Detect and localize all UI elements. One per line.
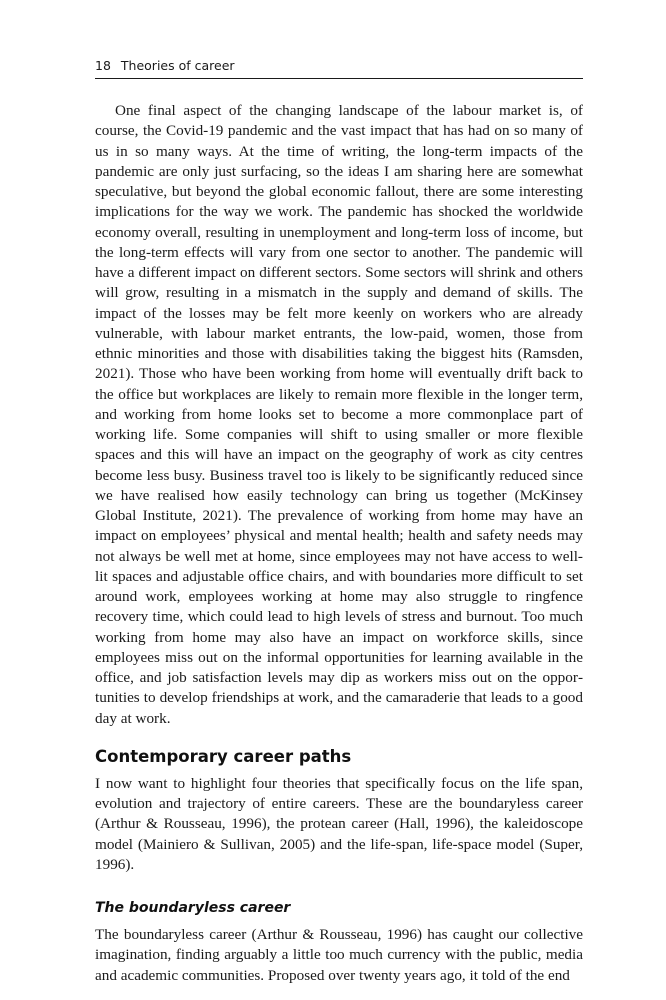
- subsection-heading: The boundaryless career: [95, 900, 291, 916]
- running-head: [95, 58, 583, 79]
- book-page: [95, 58, 583, 986]
- page-number: 18: [95, 58, 111, 73]
- paragraph-covid-impact: One final aspect of the changing landscape of the labour market is, of course, the Covid-19 pandemic and the vast impact that has had on so many of us in so many ways. At the time of writing, the long-term impacts of the pandemic are only just surfacing, so the ideas I am sharing here are somewhat speculative, but beyond the global economic fallout, there are some interesting implications for the way we work. The pandemic has shocked the worldwide economy overall, resulting in unemployment and long-term loss of income, but the long-term effects will vary from one sector to another. The pandemic will have a different impact on different sectors. Some sectors will shrink and others will grow, resulting in a mismatch in the supply and demand of skills. The impact of the losses may be felt more keenly on workers who are already vulnerable, with labour market entrants, the low-paid, women, those from ethnic minorities and those with disabilities taking the biggest hits (Ramsden, 2021). Those who have been working from home will eventually drift back to the office but workplaces are likely to remain more flexible in the longer term, and working from home looks set to become a more commonplace part of working life. Some companies will shift to using smaller or more flexible spaces and this will have an impact on the geography of work as city centres become less busy. Business travel too is likely to be significantly reduced since we have realised how easily technology can bring us together (McKinsey Global Institute, 2021). The prevalence of working from home may have an impact on employees’ physical and mental health; health and safety needs may not always be well met at home, since employees may not have access to well-lit spaces and adjustable office chairs, and with boundaries more difficult to set around work, employees working at home may also struggle to ringfence recovery time, which could lead to high levels of stress and burnout. Too much working from home may also have an impact on workforce skills, since employees miss out on the informal opportunities for learning available in the office, and job satisfaction levels may dip as workers miss out on the opportunities to develop friendships at work, and the camaraderie that leads to a good day at work.: [95, 102, 583, 727]
- running-head-title: Theories of career: [120, 58, 235, 73]
- paragraph-boundaryless: The boundaryless career (Arthur & Rousseau, 1996) has caught our collective imagination, finding arguably a little too much currency with the public, media and academic communities. Proposed over twenty years ago, it told of the end: [95, 926, 583, 984]
- section-heading: Contemporary career paths: [95, 746, 352, 766]
- paragraph-four-theories: I now want to highlight four theories that specifically focus on the life span, evolution and trajectory of entire careers. These are the boundaryless career (Arthur & Rousseau, 1996), the protean career (Hall, 1996), the kaleidoscope model (Mainiero & Sullivan, 2005) and the life-span, life-space model (Super, 1996).: [95, 774, 583, 873]
